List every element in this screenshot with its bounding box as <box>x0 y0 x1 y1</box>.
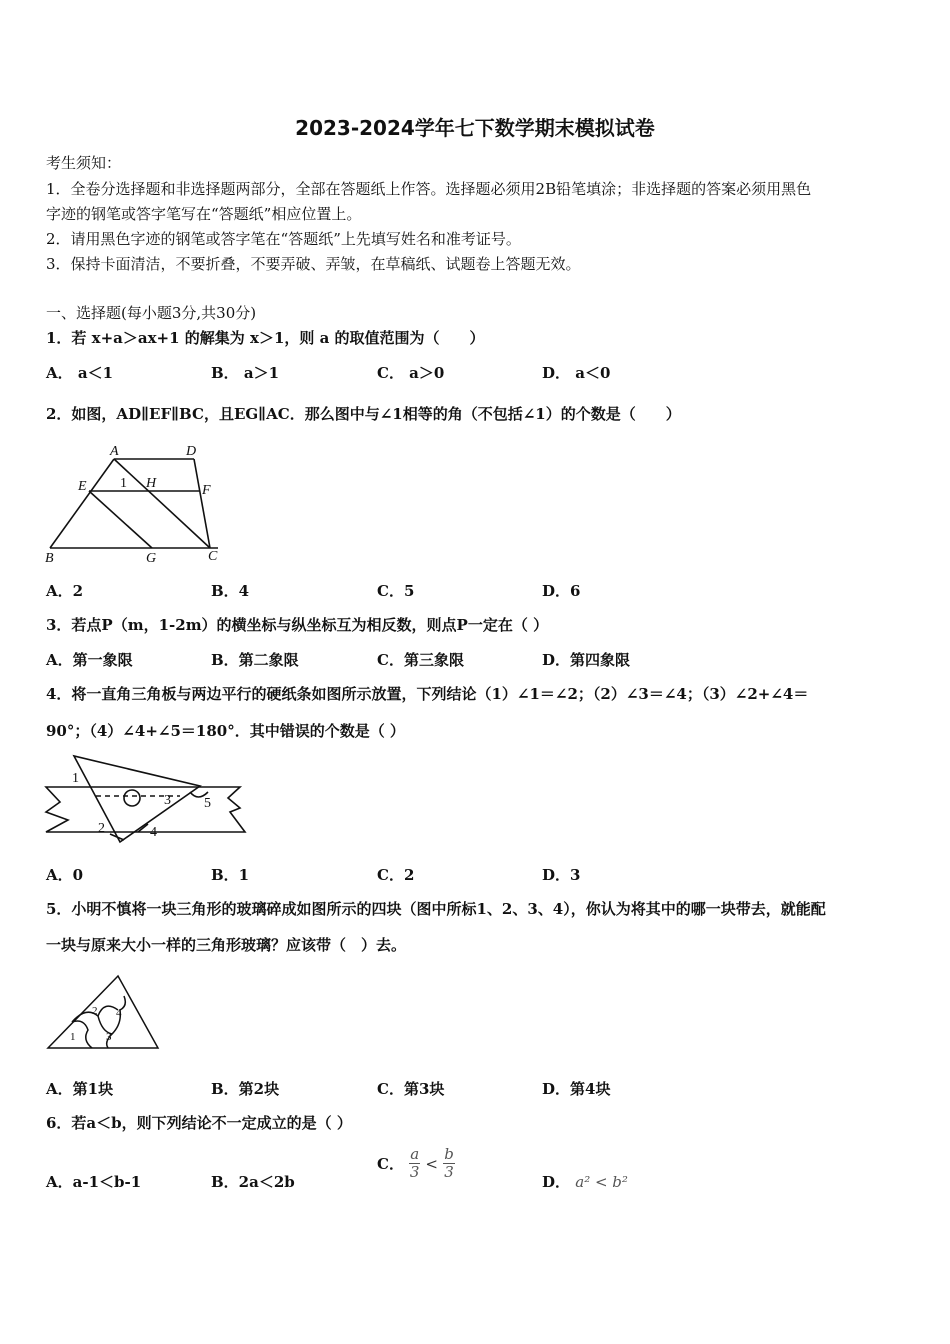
notice-item-3: 3．保持卡面清洁，不要折叠，不要弄破、弄皱，在草稿纸、试题卷上答题无效。 <box>46 255 581 273</box>
q1-option-a[interactable]: A． a＜1 <box>46 364 114 382</box>
q6-option-c-label: C． <box>377 1155 404 1173</box>
q1-stem: 1．若 x+a＞ax+1 的解集为 x＞1，则 a 的取值范围为（ ） <box>46 329 485 347</box>
label-b: B <box>45 551 54 565</box>
q2-figure <box>40 440 230 565</box>
label-angle-4: 4 <box>150 825 157 840</box>
q3-stem: 3．若点P（m，1-2m）的横坐标与纵坐标互为相反数，则点P一定在（ ） <box>46 616 549 634</box>
label-piece-3: 3 <box>106 1031 112 1043</box>
label-piece-2: 2 <box>92 1005 98 1017</box>
frac-b-denominator: 3 <box>444 1163 454 1181</box>
q4-stem: 4．将一直角三角板与两边平行的硬纸条如图所示放置，下列结论（1）∠1＝∠2；（2）∠3＝∠4；（3）∠2+∠4＝ <box>46 685 809 703</box>
q6-option-b[interactable]: B．2a＜2b <box>211 1173 295 1191</box>
frac-b-numerator: b <box>444 1145 454 1163</box>
q2-option-c[interactable]: C．5 <box>377 582 415 600</box>
notice-item-1-cont: 字迹的钢笔或答字笔写在“答题纸”相应位置上。 <box>46 205 362 223</box>
label-piece-1: 1 <box>70 1031 76 1043</box>
q5-option-d[interactable]: D．第4块 <box>542 1080 611 1098</box>
label-d: D <box>186 444 197 459</box>
line-eg <box>89 491 152 548</box>
label-g: G <box>146 551 157 565</box>
label-f: F <box>202 483 211 498</box>
q3-option-a[interactable]: A．第一象限 <box>46 651 133 669</box>
q2-option-b[interactable]: B．4 <box>211 582 250 600</box>
glass-triangle <box>48 976 158 1048</box>
q2-stem: 2．如图，AD∥EF∥BC，且EG∥AC．那么图中与∠1相等的角（不包括∠1）的个数是（ ） <box>46 405 681 423</box>
label-a: A <box>110 444 119 459</box>
q4-option-c[interactable]: C．2 <box>377 866 415 884</box>
q4-option-a[interactable]: A．0 <box>46 866 84 884</box>
q3-option-b[interactable]: B．第二象限 <box>211 651 299 669</box>
q6-option-c-frac-b <box>443 1146 455 1181</box>
q4-option-d[interactable]: D．3 <box>542 866 581 884</box>
label-angle-2: 2 <box>98 821 105 836</box>
q5-stem: 5．小明不慎将一块三角形的玻璃碎成如图所示的四块（图中所标1、2、3、4），你认为将其中的哪一块带去，就能配 <box>46 900 826 918</box>
q1-option-b[interactable]: B． a＞1 <box>211 364 280 382</box>
frac-a-numerator: a <box>410 1145 420 1163</box>
line-ab <box>50 459 114 548</box>
q3-option-d[interactable]: D．第四象限 <box>542 651 631 669</box>
page-title: 2023-2024学年七下数学期末模拟试卷 <box>295 116 655 140</box>
q5-stem-cont: 一块与原来大小一样的三角形玻璃？应该带（ ）去。 <box>46 936 407 954</box>
q6-option-c[interactable] <box>377 1146 455 1181</box>
section-heading: 一、选择题(每小题3分,共30分) <box>46 304 257 322</box>
q5-figure <box>42 970 167 1055</box>
q5-option-a[interactable]: A．第1块 <box>46 1080 114 1098</box>
q4-stem-cont: 90°；（4）∠4+∠5＝180°．其中错误的个数是（ ） <box>46 722 405 740</box>
frac-a-denominator: 3 <box>409 1163 420 1181</box>
label-piece-4: 4 <box>116 1007 122 1019</box>
label-e: E <box>78 479 87 494</box>
frac-relation: < <box>425 1154 438 1173</box>
label-angle-1: 1 <box>120 476 127 491</box>
q5-option-b[interactable]: B．第2块 <box>211 1080 280 1098</box>
q2-option-a[interactable]: A．2 <box>46 582 84 600</box>
ruler-hole <box>124 790 140 806</box>
notice-item-1: 1．全卷分选择题和非选择题两部分，全部在答题纸上作答。选择题必须用2B铅笔填涂；非选择题的答案必须用黑色 <box>46 180 812 198</box>
q1-option-c[interactable]: C． a＞0 <box>377 364 445 382</box>
q6-option-d-label: D． <box>542 1173 571 1191</box>
label-angle-1: 1 <box>72 771 79 786</box>
q4-option-b[interactable]: B．1 <box>211 866 250 884</box>
q4-figure <box>40 752 255 852</box>
q5-option-c[interactable]: C．第3块 <box>377 1080 445 1098</box>
notice-heading: 考生须知： <box>46 154 122 172</box>
q2-option-d[interactable]: D．6 <box>542 582 581 600</box>
q6-option-c-frac-a <box>409 1146 420 1181</box>
label-h: H <box>146 476 157 491</box>
label-angle-5: 5 <box>204 796 211 811</box>
q1-option-d[interactable]: D． a＜0 <box>542 364 611 382</box>
notice-item-2: 2．请用黑色字迹的钢笔或答字笔在“答题纸”上先填写姓名和准考证号。 <box>46 230 521 248</box>
q3-option-c[interactable]: C．第三象限 <box>377 651 464 669</box>
label-c: C <box>208 549 218 564</box>
label-angle-3: 3 <box>164 793 171 808</box>
q6-option-d-expr: a² < b² <box>575 1173 628 1191</box>
q6-stem: 6．若a＜b，则下列结论不一定成立的是（ ） <box>46 1114 352 1132</box>
q6-option-d[interactable] <box>542 1171 628 1192</box>
q6-option-a[interactable]: A．a-1＜b-1 <box>46 1173 142 1191</box>
triangle-ruler <box>74 756 200 842</box>
